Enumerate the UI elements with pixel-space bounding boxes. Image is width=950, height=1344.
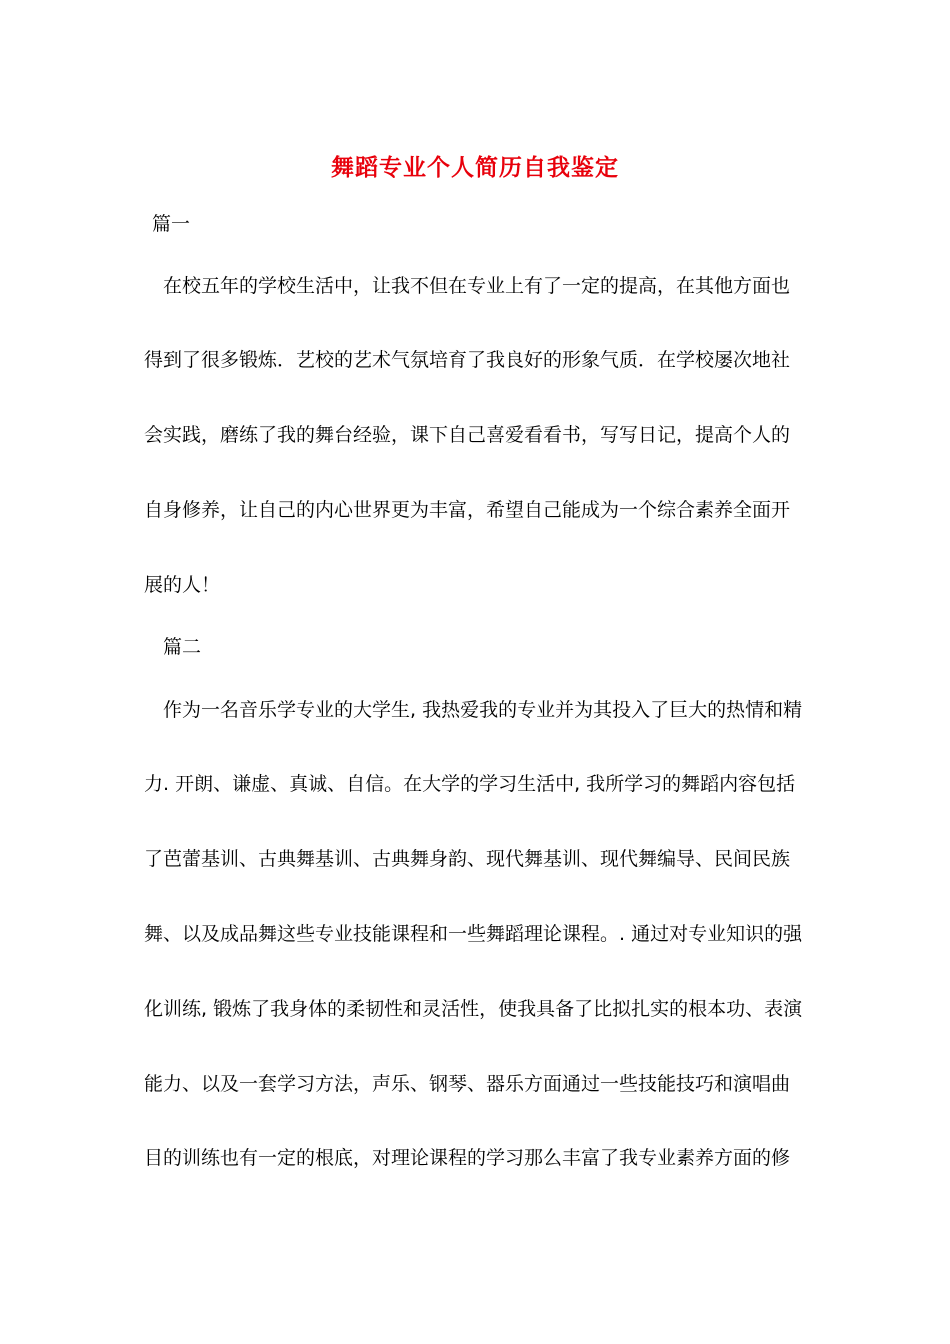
paragraph-line: 力. 开朗、谦虚、真诚、自信。在大学的学习生活中, 我所学习的舞蹈内容包括	[144, 773, 796, 795]
paragraph-line: 目的训练也有一定的根底，对理论课程的学习那么丰富了我专业素养方面的修	[144, 1147, 791, 1169]
document-title: 舞蹈专业个人简历自我鉴定	[331, 154, 619, 181]
paragraph-line: 化训练, 锻炼了我身体的柔韧性和灵活性，使我具备了比拟扎实的根本功、表演	[144, 998, 803, 1020]
paragraph-line: 得到了很多锻炼．艺校的艺术气氛培育了我良好的形象气质．在学校屡次地社	[144, 349, 791, 371]
paragraph-line: 自身修养，让自己的内心世界更为丰富，希望自己能成为一个综合素养全面开	[144, 499, 791, 521]
paragraph-line: 舞、以及成品舞这些专业技能课程和一些舞蹈理论课程。. 通过对专业知识的强	[144, 923, 803, 945]
paragraph-line: 作为一名音乐学专业的大学生, 我热爱我的专业并为其投入了巨大的热情和精	[163, 699, 803, 721]
paragraph-line: 展的人！	[144, 574, 221, 596]
section-label: 篇一	[152, 213, 191, 235]
paragraph-line: 会实践，磨练了我的舞台经验，课下自己喜爱看看书，写写日记，提高个人的	[144, 424, 791, 446]
section-label: 篇二	[163, 636, 202, 658]
paragraph-line: 能力、以及一套学习方法，声乐、钢琴、器乐方面通过一些技能技巧和演唱曲	[144, 1073, 791, 1095]
paragraph-line: 了芭蕾基训、古典舞基训、古典舞身韵、现代舞基训、现代舞编导、民间民族	[144, 848, 791, 870]
paragraph-line: 在校五年的学校生活中，让我不但在专业上有了一定的提高，在其他方面也	[163, 275, 791, 297]
